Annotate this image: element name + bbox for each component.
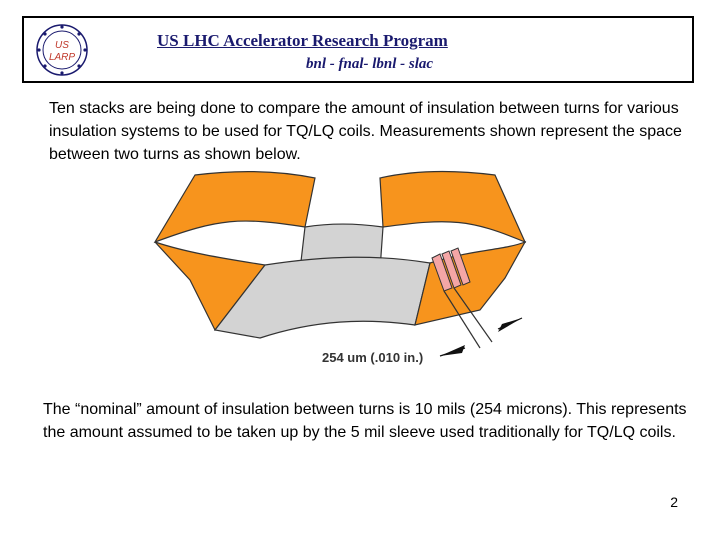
intro-paragraph: Ten stacks are being done to compare the amount of insulation between turns for various insulation systems to be used for TQ/LQ coils. Measurements shown represent the space between two turns as shown below.	[49, 100, 682, 163]
program-title: US LHC Accelerator Research Program	[157, 31, 448, 50]
lower-right-conductor-block	[415, 242, 525, 325]
coil-cross-section-diagram	[140, 170, 540, 375]
upper-left-conductor-block	[155, 172, 315, 242]
logo-text-us: US	[55, 40, 69, 51]
logo-text-larp: LARP	[48, 52, 76, 63]
nominal-paragraph: The “nominal” amount of insulation between turns is 10 mils (254 microns). This represents the amount assumed to be taken up by the 5 mil sleeve used traditionally for TQ/LQ coils.	[43, 401, 687, 441]
lab-list: bnl - fnal- lbnl - slac	[306, 56, 434, 72]
upper-right-conductor-block	[380, 172, 525, 242]
us-larp-logo	[34, 22, 90, 78]
dimension-label: 254 um (.010 in.)	[322, 350, 424, 365]
page-number: 2	[670, 494, 678, 510]
dimension-arrow-line-right	[498, 318, 522, 329]
header-banner	[22, 16, 694, 83]
